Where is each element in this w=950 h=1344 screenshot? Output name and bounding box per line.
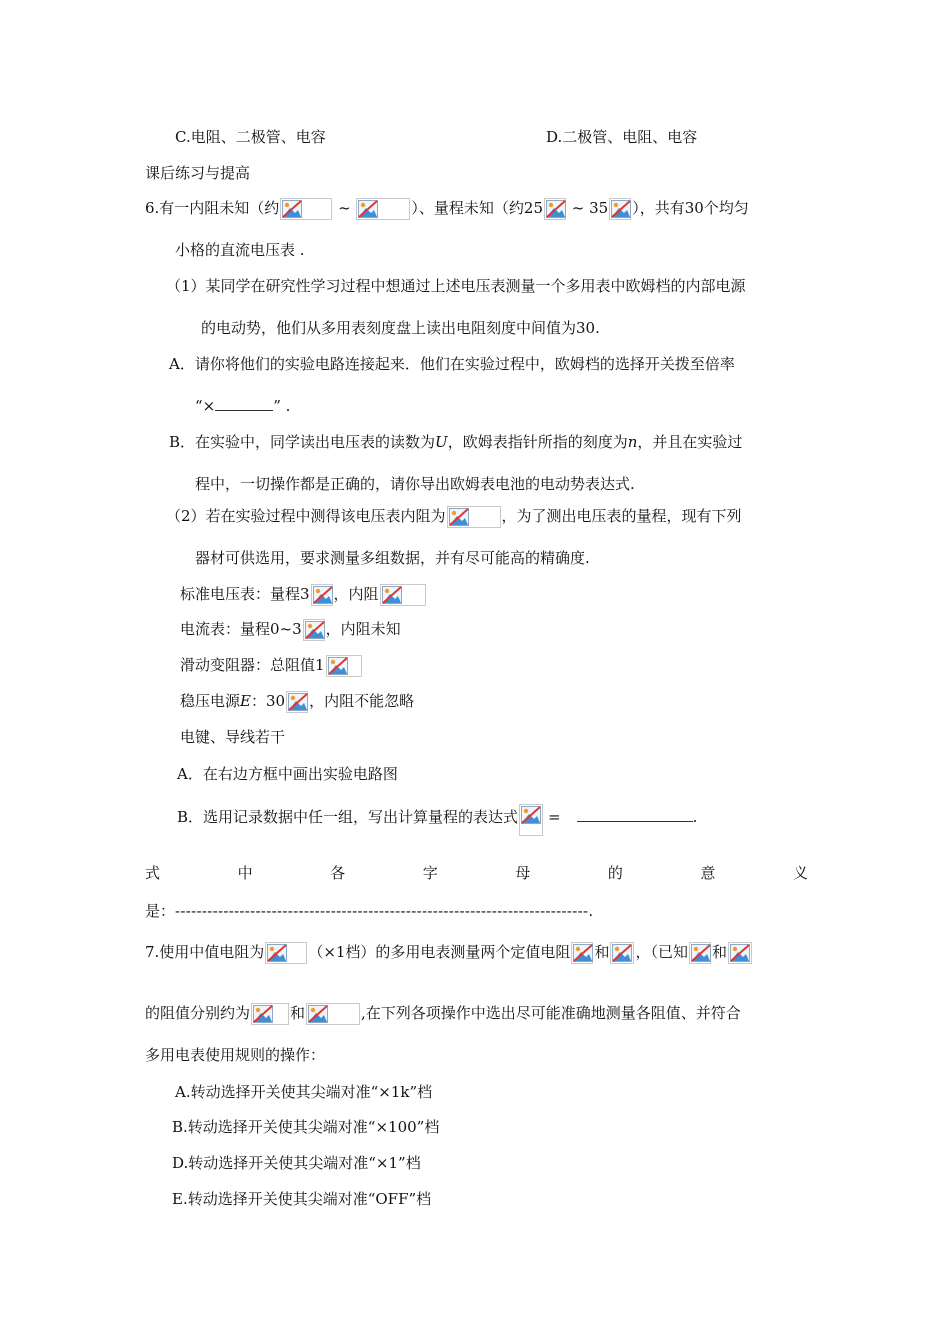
q6-sub2-line-2: 器材可供选用，要求测量多组数据，并有尽可能高的精确度. — [195, 549, 590, 567]
q6-part-b-line-1: B．在实验中，同学读出电压表的读数为U，欧姆表指针所指的刻度为n，并且在实验过 — [169, 433, 743, 451]
q6-part-a-line-2: “× ” . — [195, 397, 291, 415]
answer-blank — [215, 396, 273, 411]
q6-sub1-line-2: 的电动势，他们从多用表刻度盘上读出电阻刻度中间值为30. — [201, 319, 600, 337]
q6-sub1-line-1: （1）某同学在研究性学习过程中想通过上述电压表测量一个多用表中欧姆档的内部电源 — [166, 277, 746, 295]
q7-line-2: 的阻值分别约为 和 ,在下列各项操作中选出尽可能准确地测量各阻值、并符合 — [145, 1003, 741, 1023]
q7-option-a: A.转动选择开关使其尖端对准“×1k”档 — [175, 1083, 433, 1101]
broken-image-icon — [447, 506, 501, 528]
broken-image-icon — [610, 942, 634, 964]
q6-prompt-b: B．选用记录数据中任一组，写出计算量程的表达式 = . — [177, 804, 697, 824]
answer-blank — [577, 807, 693, 822]
option-d: D.二极管、电阻、电容 — [546, 128, 698, 146]
equipment-rheostat: 滑动变阻器：总阻值1 — [180, 655, 363, 675]
equipment-switch-wires: 电键、导线若干 — [180, 728, 286, 746]
q7-option-e: E.转动选择开关使其尖端对准“OFF”档 — [172, 1190, 432, 1208]
broken-image-icon — [251, 1003, 289, 1025]
broken-image-icon — [609, 198, 631, 220]
broken-image-icon — [728, 942, 752, 964]
q6-line-1: 6.有一内阻未知（约 ~ ）、量程未知（约25 ~ 35 ），共有30个均匀 — [145, 198, 749, 218]
broken-image-icon — [286, 691, 308, 713]
option-c: C.电阻、二极管、电容 — [175, 128, 326, 146]
q7-line-3: 多用电表使用规则的操作： — [145, 1046, 326, 1064]
q7-option-b: B.转动选择开关使其尖端对准“×100”档 — [172, 1118, 440, 1136]
q6-part-b-line-2: 程中，一切操作都是正确的，请你导出欧姆表电池的电动势表达式. — [195, 475, 635, 493]
broken-image-icon — [311, 584, 333, 606]
q6-prompt-a: A．在右边方框中画出实验电路图 — [177, 765, 398, 783]
broken-image-icon — [356, 198, 410, 220]
q7-option-d: D.转动选择开关使其尖端对准“×1”档 — [172, 1154, 421, 1172]
q6-sub2-line-1: （2）若在实验过程中测得该电压表内阻为 ，为了测出电压表的量程，现有下列 — [166, 506, 742, 526]
broken-image-icon — [326, 655, 362, 677]
q6-part-a-line-1: A．请你将他们的实验电路连接起来．他们在实验过程中，欧姆档的选择开关拨至倍率 — [169, 355, 735, 373]
broken-image-icon — [689, 942, 711, 964]
broken-image-icon — [519, 804, 543, 836]
broken-image-icon — [265, 942, 307, 964]
q7-line-1: 7.使用中值电阻为 （×1档）的多用电表测量两个定值电阻 和 ，（已知 和 — [145, 942, 753, 962]
q6-line-2: 小格的直流电压表 . — [175, 241, 305, 259]
equipment-ammeter: 电流表：量程0~3 ，内阻未知 — [180, 619, 401, 639]
meaning-line: 式 中 各 字 母 的 意 义 — [145, 864, 808, 882]
section-heading: 课后练习与提高 — [145, 164, 251, 182]
equipment-voltmeter: 标准电压表：量程3 ，内阻 — [180, 584, 427, 604]
broken-image-icon — [380, 584, 426, 606]
broken-image-icon — [544, 198, 566, 220]
broken-image-icon — [303, 619, 325, 641]
broken-image-icon — [306, 1003, 360, 1025]
equipment-power-supply: 稳压电源E：30 ，内阻不能忽略 — [180, 691, 414, 711]
broken-image-icon — [571, 942, 593, 964]
meaning-answer-line: 是：-----------------------------------------------------------------------------. — [145, 902, 594, 920]
broken-image-icon — [280, 198, 332, 220]
